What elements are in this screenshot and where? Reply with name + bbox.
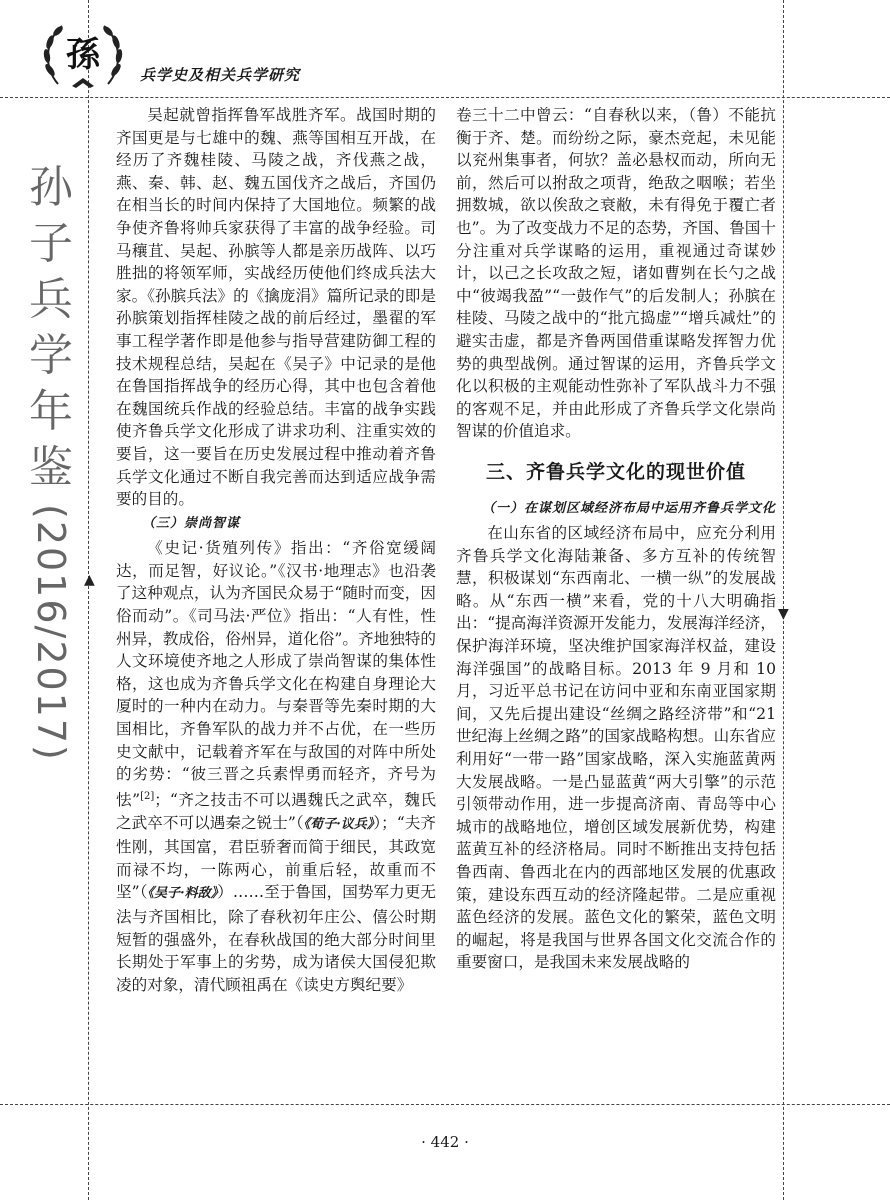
subsection-heading: （三）崇尚智谋	[142, 515, 241, 531]
top-guide-line	[0, 97, 890, 98]
footnote-ref: [2]	[140, 790, 155, 802]
text-run: ）……至于鲁国，国势军力更无法与齐国相比，除了春秋初年庄公、僖公时期短暂的强盛外，在春秋战国的绝大部分时间里长期处于军事上的劣势，成为诸侯大国侵犯欺凌的对象，清代顾祖禹在《读史方舆纪要》	[116, 883, 436, 994]
text-run: 《史记·货殖列传》指出：“齐俗宽缓阔达，而足智，好议论。”《汉书·地理志》也沿袭了这种观点，认为齐国民众易于“随时而变，因俗而动”。《司马法·严位》指出：“人有性，性州异，教成俗，俗州异，道化俗”。齐地独特的人文环境使齐地之人形成了崇尚智谋的集体性格，这也成为齐鲁兵学文化在构建自身理论大厦时的一种内在动力。与秦晋等先秦时期的大国相比，齐鲁军队的战力并不占优，在一些历史文献中，记载着齐军在与敌国的对阵中所处的劣势：“彼三晋之兵素悍勇而轻齐，齐号为怯”	[116, 539, 436, 809]
citation: 《荀子·议兵》	[303, 816, 374, 832]
bottom-guide-line	[0, 1104, 890, 1105]
side-title-char: 子	[29, 218, 73, 269]
side-title-char: 兵	[29, 274, 73, 325]
paragraph: 在山东省的区域经济布局中，应充分利用齐鲁兵学文化海陆兼备、多方互补的传统智慧，积极谋划“东西南北、一横一纵”的发展战略。从“东西一横”来看，党的十八大明确指出：“提高海洋资源开发能力，发展海洋经济，保护海洋环境，坚决维护国家海洋权益，建设海洋强国”的战略目标。2013 年 9 月和 10 月，习近平总书记在访问中亚和东南亚国家期间，又先后提出建设“丝绸之路经济带”和“21 世纪海上丝绸之路”的国家战略构想。山东省应利用好“一带一路”国家战略，深入实施蓝黄两大发展战略。一是凸显蓝黄“两大引擎”的示范引领带动作用，进一步提高济南、青岛等中心城市的战略地位，增创区域发展新优势，构建蓝黄互补的经济格局。同时不断推出支持包括鲁西南、鲁西北在内的西部地区发展的优惠政策，建设东西互动的经济隆起带。二是应重视蓝色经济的发展。蓝色文化的繁荣，蓝色文明的崛起，将是我国与世界各国文化交流合作的重要窗口，是我国未来发展战略的	[456, 524, 776, 972]
left-guide-line	[88, 0, 89, 1200]
up-triangle-icon: ▲	[84, 572, 95, 588]
right-column	[456, 104, 776, 974]
text-run: ；“齐之技击不可以遇魏氏之武卒，魏氏之武卒不可以遇秦之锐士”（	[116, 791, 436, 832]
left-column	[116, 104, 436, 996]
side-title-year: (2016/2017)	[29, 504, 73, 762]
down-triangle-icon: ▼	[778, 606, 789, 622]
section-heading: 三、齐鲁兵学文化的现世价值	[485, 460, 746, 483]
text-run: ）；“夫齐性刚，其国富，君臣骄奢而简于细民，其政宽而禄不均，一陈两心，前重后轻，故重而不坚”（	[116, 813, 436, 902]
side-title	[20, 160, 82, 762]
side-title-char: 年	[29, 386, 73, 437]
side-title-char: 孙	[29, 162, 73, 213]
paragraph: 吴起就曾指挥鲁军战胜齐军。战国时期的齐国更是与七雄中的魏、燕等国相互开战，在经历了齐魏桂陵、马陵之战，齐伐燕之战，燕、秦、韩、赵、魏五国伐齐之战后，齐国仍在相当长的时间内保持了大国地位。频繁的战争使齐鲁将帅兵家获得了丰富的战争经验。司马穰苴、吴起、孙膑等人都是亲历战阵、以巧胜拙的将领军师，实战经历使他们终成兵法大家。《孙膑兵法》的《擒庞涓》篇所记录的即是孙膑策划指挥桂陵之战的前后经过，墨翟的军事工程学著作即是他参与指导营建防御工程的技术规程总结，吴起在《吴子》中记录的是他在鲁国指挥战争的经历心得，其中也包含着他在魏国统兵作战的经验总结。丰富的战争实践使齐鲁兵学文化形成了讲求功利、注重实效的要旨，这一要旨在历史发展过程中推动着齐鲁兵学文化通过不断自我完善而达到适应战争需要的目的。	[116, 106, 436, 509]
laurel-logo-icon	[40, 18, 126, 92]
subsection-heading: （一）在谋划区域经济布局中运用齐鲁兵学文化	[482, 500, 777, 516]
logo-glyph: 孫	[66, 35, 100, 75]
citation: 《吴子·料敌》	[147, 886, 218, 902]
running-head: 兵学史及相关兵学研究	[140, 66, 301, 84]
right-guide-line	[783, 0, 784, 1200]
side-title-char: 学	[29, 330, 73, 381]
paragraph	[116, 537, 436, 996]
paragraph: 卷三十二中曾云：“自春秋以来，（鲁）不能抗衡于齐、楚。而纷纷之际，豪杰竞起，未见能以兖州集事者，何欤？盖必悬权而动，所向无前，然后可以拊敌之项背，绝敌之咽喉；若坐拥数城，欲以俟敌之衰敝，未有得免于覆亡者也”。为了改变战力不足的态势，齐国、鲁国十分注重对兵学谋略的运用，重视通过奇谋妙计，以己之长攻敌之短，诸如曹刿在长勺之战中“彼竭我盈”“一鼓作气”的后发制人；孙膑在桂陵、马陵之战中的“批亢捣虚”“增兵减灶”的避实击虚，都是齐鲁两国借重谋略发挥智力优势的典型战例。通过智谋的运用，齐鲁兵学文化以积极的主观能动性弥补了军队战斗力不强的客观不足，并由此形成了齐鲁兵学文化崇尚智谋的价值追求。	[456, 106, 776, 441]
page-number: · 442 ·	[421, 1133, 469, 1151]
side-title-char: 鉴	[29, 442, 73, 493]
